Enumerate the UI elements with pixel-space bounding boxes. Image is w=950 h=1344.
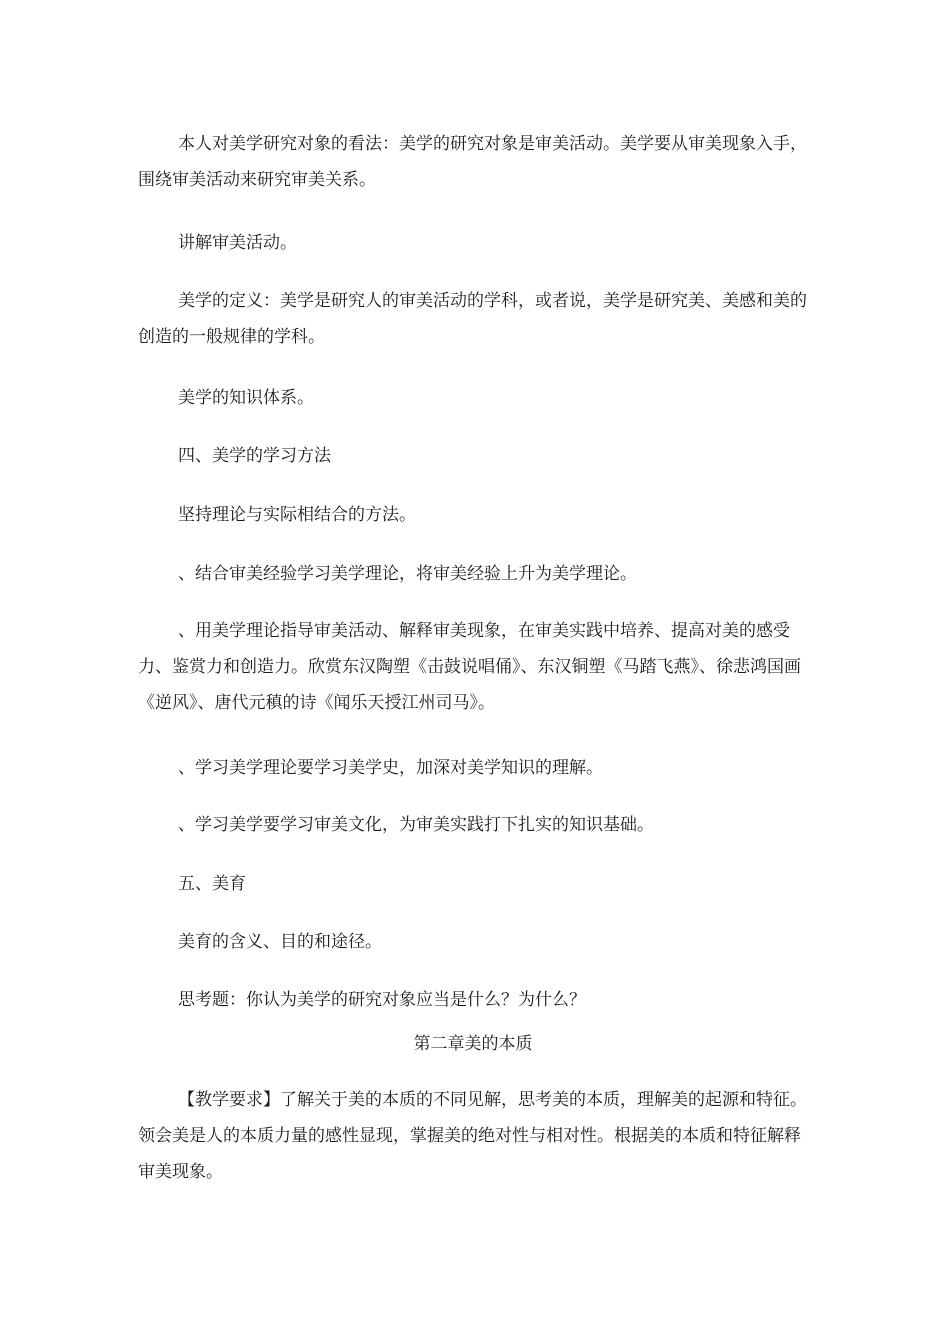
paragraph-research-object: 本人对美学研究对象的看法：美学的研究对象是审美活动。美学要从审美现象入手，围绕审美活动来研究审美关系。	[138, 134, 807, 190]
list-item-method-3: 、学习美学理论要学习美学史，加深对美学知识的理解。	[178, 758, 603, 778]
section-heading-aesthetic-education: 五、美育	[178, 874, 246, 894]
paragraph-knowledge-system: 美学的知识体系。	[178, 388, 314, 408]
paragraph-aesthetic-education: 美育的含义、目的和途径。	[178, 932, 382, 952]
list-item-method-1: 、结合审美经验学习美学理论，将审美经验上升为美学理论。	[178, 564, 637, 584]
chapter-title: 第二章美的本质	[413, 1034, 533, 1054]
paragraph-definition: 美学的定义：美学是研究人的审美活动的学科，或者说，美学是研究美、美感和美的创造的一般规律的学科。	[138, 291, 807, 347]
paragraph-explain-activity: 讲解审美活动。	[178, 233, 297, 253]
list-item-method-2: 、用美学理论指导审美活动、解释审美现象，在审美实践中培养、提高对美的感受力、鉴赏力和创造力。欣赏东汉陶塑《击鼓说唱俑》、东汉铜塑《马踏飞燕》、徐悲鸿国画《逆风》、唐代元稹的诗《闻乐天授江州司马》。	[138, 621, 801, 713]
paragraph-theory-practice: 坚持理论与实际相结合的方法。	[178, 505, 416, 525]
list-item-method-4: 、学习美学要学习审美文化，为审美实践打下扎实的知识基础。	[178, 815, 654, 835]
paragraph-discussion-question: 思考题：你认为美学的研究对象应当是什么？为什么？	[178, 990, 586, 1010]
paragraph-teaching-requirements: 【教学要求】了解关于美的本质的不同见解，思考美的本质，理解美的起源和特征。领会美是人的本质力量的感性显现，掌握美的绝对性与相对性。根据美的本质和特征解释审美现象。	[138, 1090, 807, 1182]
section-heading-learning-methods: 四、美学的学习方法	[178, 446, 331, 466]
document-page	[138, 0, 808, 1344]
